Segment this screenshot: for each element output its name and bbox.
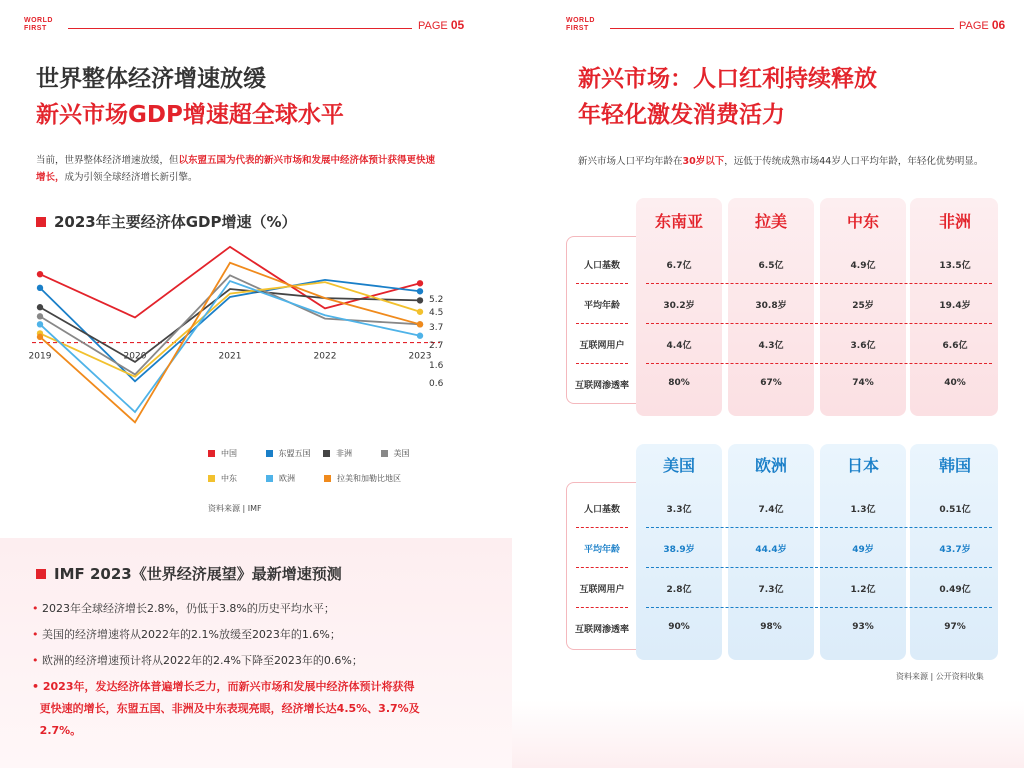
legend-europe: 欧洲 (266, 473, 324, 484)
cell: 6.7亿 (666, 261, 692, 271)
end-value-label: 3.7 (429, 323, 444, 333)
intro-paragraph: 新兴市场人口平均年龄在30岁以下，远低于传统成熟市场44岁人口平均年龄，年轻化优势明显。 (578, 156, 984, 167)
row-label-avg-age: 平均年龄 (583, 545, 620, 555)
legend-latam: 拉美和加勒比地区 (324, 473, 401, 484)
data-point (37, 321, 43, 327)
cell: 1.2亿 (850, 585, 876, 595)
cell: 3.6亿 (850, 341, 876, 351)
cell: 4.4亿 (666, 341, 692, 351)
cell: 2.8亿 (666, 585, 692, 595)
row-label-population: 人口基数 (583, 505, 620, 515)
data-point (417, 309, 423, 315)
cell: 7.4亿 (758, 505, 784, 515)
data-point (37, 313, 43, 319)
data-point (417, 297, 423, 303)
region-korea: 韩国 (938, 456, 971, 475)
x-tick-label: 2019 (28, 351, 52, 362)
data-point (37, 334, 43, 340)
worldfirst-logo: WORLD FIRST (566, 17, 595, 32)
cell: 7.3亿 (758, 585, 784, 595)
x-tick-label: 2021 (218, 351, 242, 362)
cell: 25岁 (852, 301, 874, 311)
data-point (417, 333, 423, 339)
series-line (40, 280, 420, 381)
region-latam: 拉美 (754, 212, 787, 231)
cell: 74% (852, 378, 874, 388)
intro-paragraph: 当前，世界整体经济增速放缓，但以东盟五国为代表的新兴市场和发展中经济体预计获得更快速 增长，成为引领全球经济增长新引擎。 (36, 155, 436, 183)
cell: 1.3亿 (850, 505, 876, 515)
header-rule (68, 28, 412, 29)
forecast-list (32, 596, 472, 742)
bottom-fade (512, 700, 1024, 768)
row-label-penetration: 互联网渗透率 (574, 625, 629, 635)
data-point (37, 271, 43, 277)
row-label-penetration: 互联网渗透率 (574, 381, 629, 391)
list-item: • 欧洲的经济增速预计将从2022年的2.4%下降至2023年的0.6%； (32, 654, 363, 667)
data-point (417, 280, 423, 286)
row-label-internet-users: 互联网用户 (579, 585, 625, 595)
forecast-title: IMF 2023《世界经济展望》最新增速预测 (36, 563, 342, 584)
x-tick-label: 2023 (408, 351, 432, 362)
region-japan: 日本 (846, 456, 879, 475)
data-point (417, 321, 423, 327)
end-value-label: 4.5 (429, 308, 444, 318)
data-point (417, 288, 423, 294)
bullet-square-icon (36, 217, 46, 227)
region-usa: 美国 (662, 456, 695, 475)
cell: 0.49亿 (939, 585, 971, 595)
cell: 0.51亿 (939, 505, 971, 515)
x-tick-label: 2022 (313, 351, 337, 362)
table-source: 资料来源 | 公开资料收集 (896, 672, 984, 681)
page-title: 新兴市场：人口红利持续释放 (578, 66, 877, 92)
worldfirst-logo: WORLD FIRST (24, 17, 53, 32)
row-label-internet-users: 互联网用户 (579, 341, 625, 351)
cell: 98% (760, 622, 782, 632)
list-item: • 美国的经济增速将从2022年的2.1%放缓至2023年的1.6%； (32, 628, 341, 641)
cell: 90% (668, 622, 690, 632)
legend-asean5: 东盟五国 (266, 448, 324, 459)
list-item-highlight: • 2023年，发达经济体普遍增长乏力，而新兴市场和发展中经济体预计将获得 更快速的增长，东盟五国、非洲及中东表现亮眼，经济增长达4.5%、3.7%及 2.7%。 (32, 680, 420, 737)
end-value-label: 5.2 (429, 295, 444, 305)
chart-title: 2023年主要经济体GDP增速（%） (36, 211, 297, 232)
bullet-square-icon (36, 569, 46, 579)
region-middle-east: 中东 (846, 212, 879, 231)
page-subtitle: 年轻化激发消费活力 (578, 102, 785, 128)
cell: 49岁 (852, 545, 874, 555)
x-tick-label: 2020 (123, 351, 147, 362)
cell: 38.9岁 (663, 545, 695, 555)
list-item: • 2023年全球经济增长2.8%，仍低于3.8%的历史平均水平； (32, 602, 335, 615)
cell: 13.5亿 (939, 261, 971, 271)
header-rule (610, 28, 954, 29)
cell: 4.9亿 (850, 261, 876, 271)
cell: 93% (852, 622, 874, 632)
row-label-population: 人口基数 (583, 261, 620, 271)
legend-middle-east: 中东 (208, 473, 266, 484)
row-label-avg-age: 平均年龄 (583, 301, 620, 311)
cell: 30.2岁 (663, 301, 695, 311)
region-southeast-asia: 东南亚 (654, 212, 703, 231)
end-value-label: 1.6 (429, 361, 444, 371)
region-africa: 非洲 (938, 212, 971, 231)
cell: 44.4岁 (755, 545, 787, 555)
cell: 80% (668, 378, 690, 388)
page-subtitle: 新兴市场GDP增速超全球水平 (36, 102, 344, 128)
page-number: PAGE 05 (418, 18, 465, 32)
cell: 43.7岁 (939, 545, 971, 555)
page-title: 世界整体经济增速放缓 (36, 66, 266, 92)
legend-usa: 美国 (381, 448, 439, 459)
cell: 40% (944, 378, 966, 388)
chart-source: 资料来源 | IMF (208, 504, 262, 513)
cell: 97% (944, 622, 966, 632)
region-europe: 欧洲 (754, 456, 787, 475)
data-point (37, 304, 43, 310)
cell: 19.4岁 (939, 301, 971, 311)
cell: 30.8岁 (755, 301, 787, 311)
legend-africa: 非洲 (323, 448, 381, 459)
cell: 3.3亿 (666, 505, 692, 515)
legend-china: 中国 (208, 448, 266, 459)
gdp-line-chart (20, 232, 460, 432)
page-number: PAGE 06 (959, 18, 1006, 32)
end-value-label: 0.6 (429, 379, 444, 389)
data-point (37, 285, 43, 291)
end-value-label: 2.7 (429, 341, 444, 351)
cell: 4.3亿 (758, 341, 784, 351)
cell: 6.6亿 (942, 341, 968, 351)
chart-legend (208, 448, 438, 484)
cell: 6.5亿 (758, 261, 784, 271)
cell: 67% (760, 378, 782, 388)
